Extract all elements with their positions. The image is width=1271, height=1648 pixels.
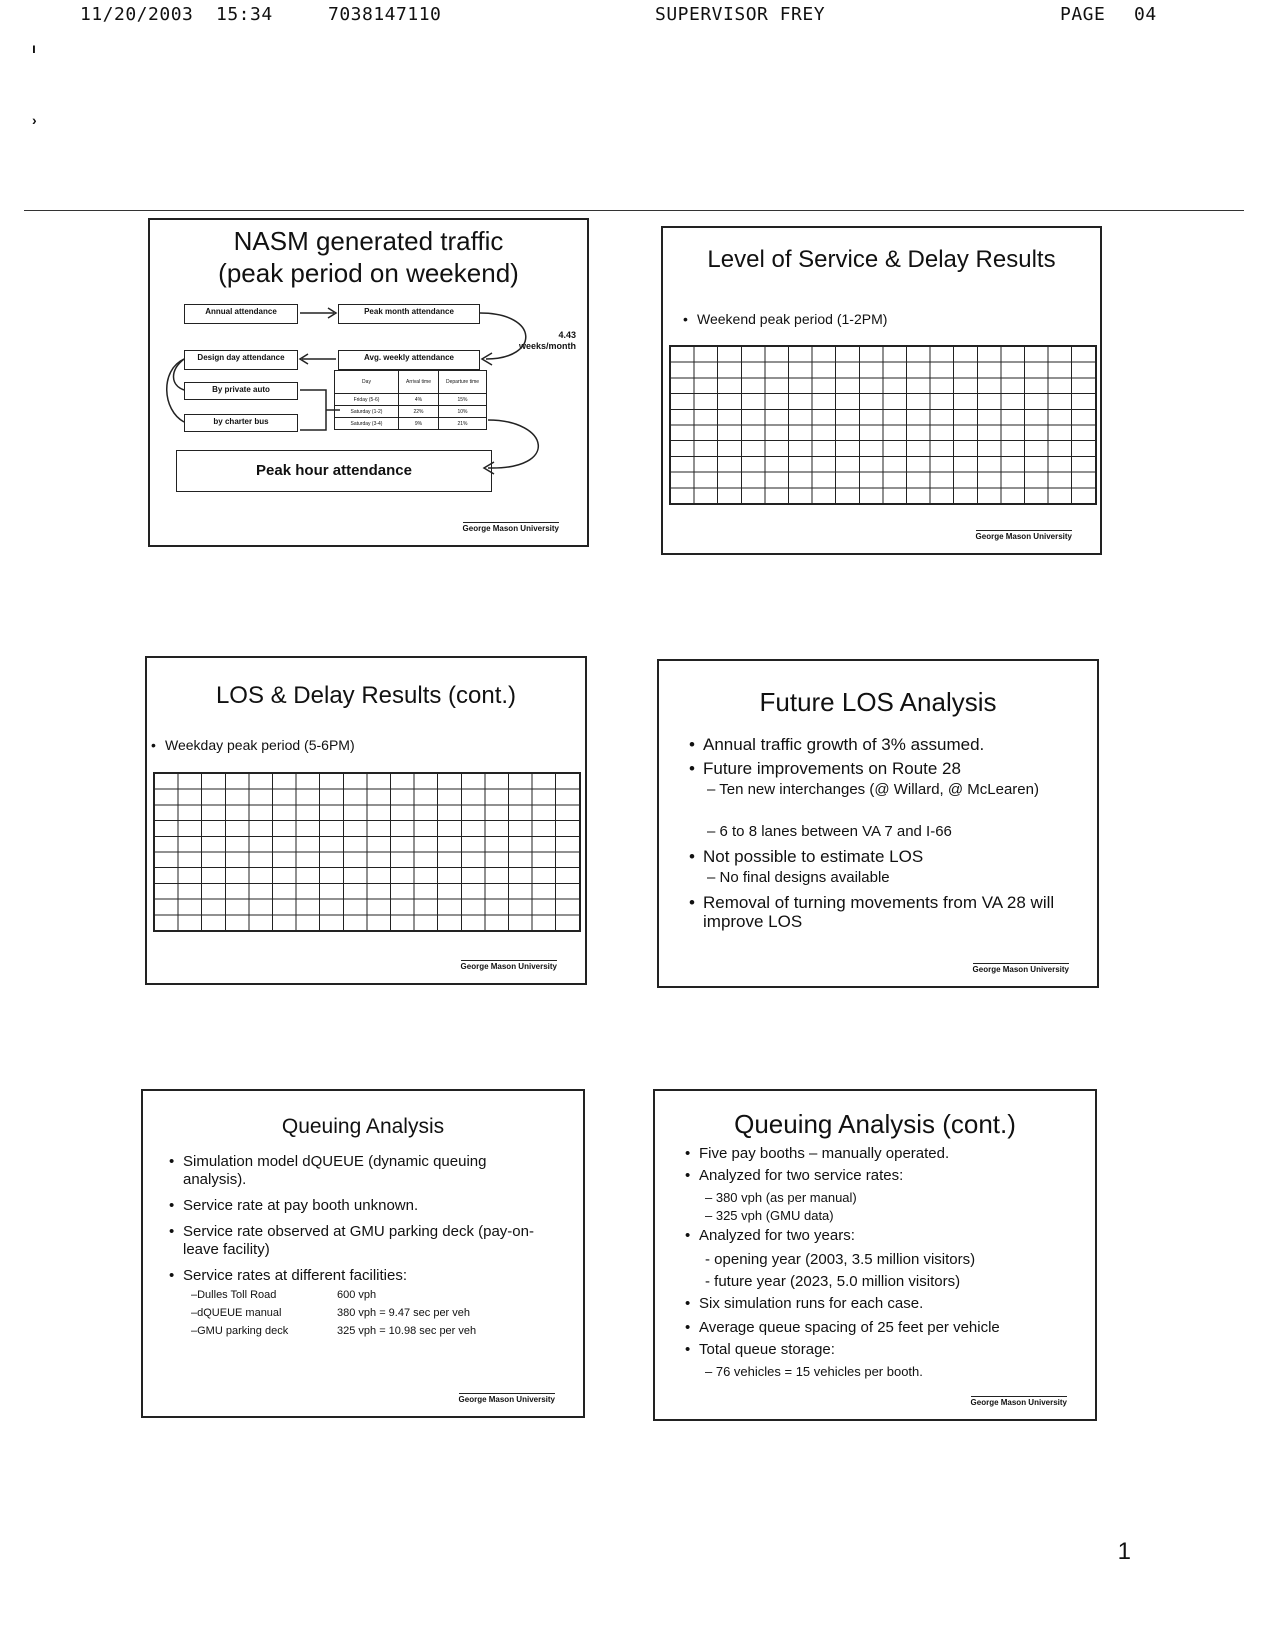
bullet: • Six simulation runs for each case. [685,1295,924,1312]
bullet: • Analyzed for two service rates: [685,1167,904,1184]
split-cell: 10% [439,406,487,418]
sub-bullet: – Ten new interchanges (@ Willard, @ McLearen) [707,781,1039,798]
weeks-per-month-label: 4.43 weeks/month [518,330,576,351]
bullet: • Five pay booths – manually operated. [685,1145,950,1162]
slide-los-delay [661,226,1102,555]
rate-name: –dQUEUE manual [191,1307,282,1319]
affiliation-label: George Mason University [458,1395,555,1404]
slide-queuing-analysis [141,1089,585,1418]
sub-bullet: – No final designs available [707,869,890,886]
bullet: • Weekday peak period (5-6PM) [151,737,355,753]
annual-attendance-box: Annual attendance [184,304,298,324]
sub-bullet: – 6 to 8 lanes between VA 7 and I-66 [707,823,952,840]
bullet: • Total queue storage: [685,1341,835,1358]
split-header: Day [335,371,399,394]
bullet-text: Analyzed for two years: [699,1227,855,1244]
bullet: • Removal of turning movements from VA 28 will improve LOS [689,893,1055,931]
slide-nasm-traffic [148,218,589,547]
split-cell: 15% [439,394,487,406]
split-cell: 21% [439,418,487,430]
peak-month-box: Peak month attendance [338,304,480,324]
bullet-text: Five pay booths – manually operated. [699,1145,950,1162]
bullet: • Average queue spacing of 25 feet per vehicle [685,1319,1000,1336]
affiliation-label: George Mason University [462,524,559,533]
fax-page-number: 04 [1134,4,1157,25]
rate-value: 600 vph [337,1289,377,1301]
bullet-text: Service rates at different facilities: [183,1267,407,1284]
split-cell: Saturday (3-4) [335,418,399,430]
bullet-text: Weekend peak period (1-2PM) [697,311,888,327]
bullet: • Service rate at pay booth unknown. [169,1197,419,1214]
fax-time: 15:34 [216,4,273,25]
slide-title: LOS & Delay Results (cont.) [215,682,517,709]
los-table-weekday [153,772,581,932]
punch-mark: ı [32,40,36,56]
fax-sender: SUPERVISOR FREY [655,4,826,25]
bullet: • Future improvements on Route 28 [689,759,961,778]
slide-title: Future LOS Analysis [759,687,997,717]
slide-title: Queuing Analysis (cont.) [734,1109,1016,1139]
bullet-text: Analyzed for two service rates: [699,1167,904,1184]
fax-phone: 7038147110 [328,4,442,25]
bullet-text: Removal of turning movements from VA 28 will improve LOS [703,893,1055,931]
fax-date: 11/20/2003 [80,4,194,25]
page-number: 1 [1117,1538,1131,1565]
rate-name: –Dulles Toll Road [191,1289,277,1301]
split-cell: Saturday (1-2) [335,406,399,418]
rate-value: 325 vph = 10.98 sec per veh [337,1325,477,1337]
bullet: • Weekend peak period (1-2PM) [683,311,888,327]
bullet: • Annual traffic growth of 3% assumed. [689,735,985,754]
affiliation-label: George Mason University [972,965,1069,974]
bullet-text: Average queue spacing of 25 feet per vehicle [699,1319,1000,1336]
bullet-text: Weekday peak period (5-6PM) [165,737,355,753]
punch-mark: › [32,112,37,128]
sub-bullet: - opening year (2003, 3.5 million visitors) [705,1251,976,1268]
bullet: • Not possible to estimate LOS [689,847,924,866]
affiliation-label: George Mason University [460,962,557,971]
sub-bullet: – 325 vph (GMU data) [705,1208,834,1223]
charter-bus-box: by charter bus [184,414,298,432]
bullet-text: Total queue storage: [699,1341,835,1358]
bullet-text: Not possible to estimate LOS [703,847,924,866]
fax-page-label: PAGE [1060,4,1106,25]
los-table-weekend [669,345,1097,505]
split-cell: 4% [399,394,439,406]
bullet: • Service rate observed at GMU parking deck (pay-on-leave facility) [169,1223,534,1258]
split-header: Arrival time [399,371,439,394]
slide-future-los [657,659,1099,988]
bullet-text: Annual traffic growth of 3% assumed. [703,735,985,754]
split-cell: 22% [399,406,439,418]
bullet-text: Simulation model dQUEUE (dynamic queuing analysis). [183,1153,487,1188]
slide-title: Level of Service & Delay Results [707,246,1056,273]
split-cell: 9% [399,418,439,430]
rate-name: –GMU parking deck [191,1325,289,1337]
peak-hour-box: Peak hour attendance [176,450,492,492]
horizontal-rule [24,210,1244,211]
slide-queuing-analysis-cont [653,1089,1097,1421]
bullet-text: Future improvements on Route 28 [703,759,961,778]
affiliation-label: George Mason University [975,532,1072,541]
split-cell: Friday (5-6) [335,394,399,406]
design-day-box: Design day attendance [184,350,298,370]
sub-bullet: – 76 vehicles = 15 vehicles per booth. [705,1364,923,1379]
slide-title-line1: NASM generated traffic [233,226,504,256]
bullet-text: Service rate at pay booth unknown. [183,1197,419,1214]
rate-value: 380 vph = 9.47 sec per veh [337,1307,471,1319]
bullet-text: Six simulation runs for each case. [699,1295,924,1312]
private-auto-box: By private auto [184,382,298,400]
bullet-text: Service rate observed at GMU parking deck (pay-on-leave facility) [183,1223,534,1258]
split-header: Departure time [439,371,487,394]
bullet: • Analyzed for two years: [685,1227,855,1244]
bullet: • Service rates at different facilities: [169,1267,407,1284]
slide-title: Queuing Analysis [281,1115,445,1138]
bullet: • Simulation model dQUEUE (dynamic queuing analysis). [169,1153,487,1188]
split-table [334,370,487,430]
avg-weekly-box: Avg. weekly attendance [338,350,480,370]
sub-bullet: – 380 vph (as per manual) [705,1190,857,1205]
sub-bullet: - future year (2023, 5.0 million visitors) [705,1273,961,1290]
slide-title-line2: (peak period on weekend) [218,258,519,288]
slide-los-delay-cont [145,656,587,985]
affiliation-label: George Mason University [970,1398,1067,1407]
